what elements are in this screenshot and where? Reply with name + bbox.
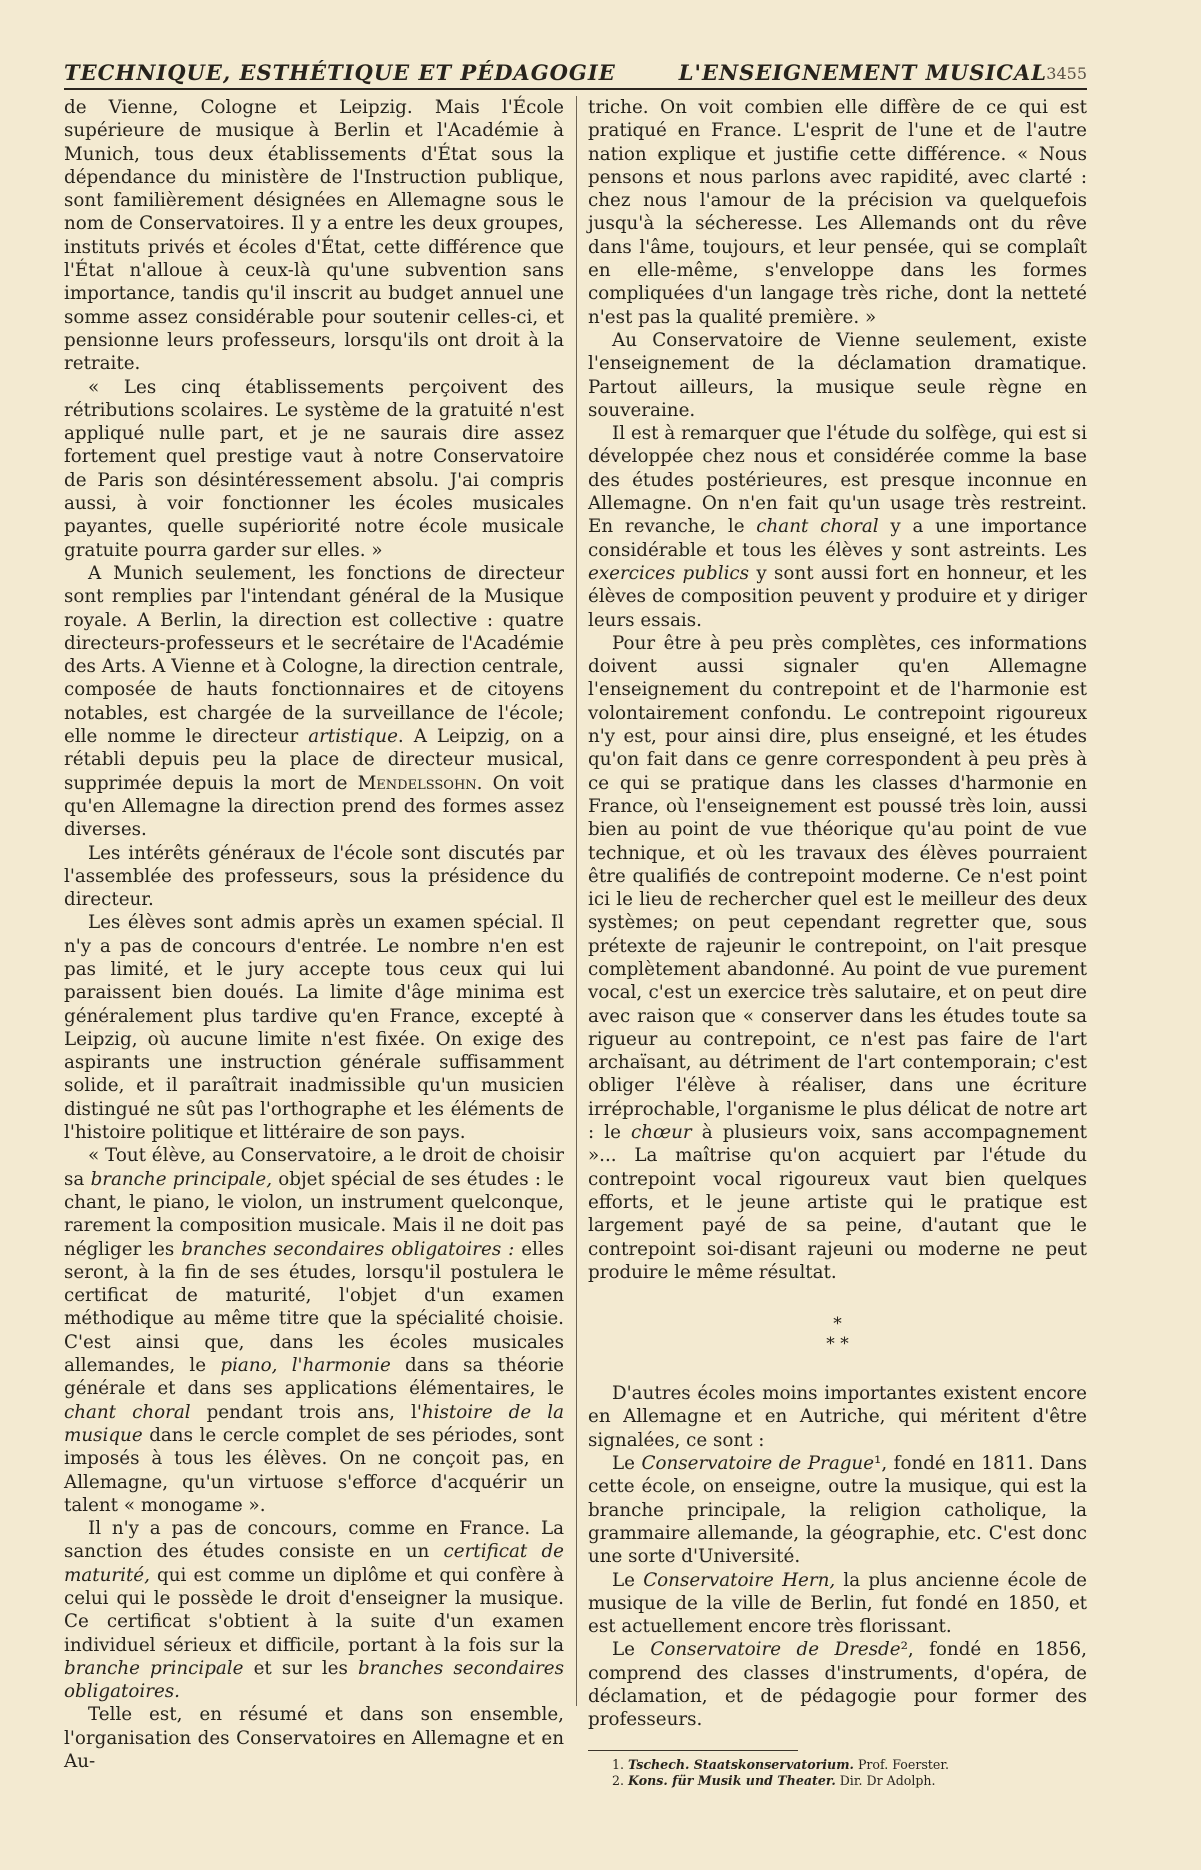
text-run: A Munich seulement, les fonctions de directeur sont remplies par l'intendant général de la Musique royale. A Berlin, la direction est collective : quatre directeurs-professeurs et le secrétaire de l'Académie des Arts. A Vienne et à Cologne, la direction centrale, composée de hauts fonctionnaires et de citoyens notables, est chargée de la surveillance de l'école; elle nomme le directeur — [64, 562, 564, 748]
paragraph: Les élèves sont admis après un examen spécial. Il n'y a pas de concours d'entrée. Le nombre n'en est pas limité, et le jury accepte tous ceux qui lui paraissent bien doués. La limite d'âge minima est généralement plus tardive qu'en France, excepté à Leipzig, où aucune limite n'est fixée. On exige des aspirants une instruction générale suffisamment solide, et il paraîtrait inadmissible qu'un musicien distingué ne sût pas l'orthographe et les éléments de l'histoire politique et littéraire de son pays. — [64, 912, 564, 1144]
italic-term: Conservatoire de Dresde — [650, 1639, 901, 1661]
text-run: Le — [612, 1569, 644, 1591]
page-number: 3455 — [1046, 64, 1087, 83]
text-run: objet spécial de ses études : le chant, le piano, le violon, un instrument quelconque, rarement la composition musicale. Mais il ne doit pas négliger les — [64, 1168, 564, 1260]
text-run: Le — [612, 1639, 651, 1661]
paragraph — [588, 1638, 1087, 1731]
italic-term: exercices publics — [588, 562, 750, 584]
left-column — [64, 96, 564, 1773]
text-run: Il n'y a pas de concours, comme en France. La sanction des études consiste en un — [64, 1518, 564, 1563]
text-run: Le — [612, 1453, 642, 1475]
italic-term: branche principale — [64, 1657, 244, 1679]
italic-term: certificat de maturité, — [64, 1541, 564, 1586]
header-left-title: TECHNIQUE, ESTHÉTIQUE ET PÉDAGOGIE — [64, 60, 616, 85]
text-run: la plus ancienne école de musique de la ville de Berlin, fut fondé en 1850, et est actuellement encore très florissant. — [588, 1569, 1087, 1638]
italic-term: piano, l'harmonie — [220, 1355, 391, 1377]
paragraph — [64, 562, 564, 842]
text-run: . On voit qu'en Allemagne la direction prend des formes assez diverses. — [64, 772, 564, 841]
text-run: dans sa théorie générale et dans ses applications élémentaires, le — [64, 1355, 565, 1400]
italic-term: chant choral — [756, 516, 879, 538]
paragraph: triche. On voit combien elle diffère de ce qui est pratiqué en France. L'esprit de l'une et de l'autre nation explique et justifie cette différence. « Nous pensons et nous parlons avec rapidité, avec clarté : chez nous l'amour de la précision va quelquefois jusqu'à la sécheresse. Les Allemands ont du rêve dans l'âme, toujours, et leur pensée, qui se complaît en elle-même, s'enveloppe dans les formes compliquées d'un langage très riche, dont la netteté n'est pas la qualité première. » — [588, 97, 1087, 328]
footnote-text: Prof. Foerster. — [853, 1756, 949, 1772]
text-run: y sont aussi fort en honneur, et les élèves de composition peuvent y produire et y diriger leurs essais. — [588, 562, 1088, 631]
italic-term: chœur — [631, 1122, 692, 1144]
column-divider — [576, 96, 577, 1706]
text-run: à plusieurs voix, sans accompagnement »... La maîtrise qu'on acquiert par l'étude du contrepoint vocal rigoureux vaut bien quelques efforts, et le jeune artiste qui le pratique est largement payé de sa peine, d'autant que le contrepoint soi-disant rajeuni ou moderne ne peut produire le même résultat. — [588, 1122, 1087, 1283]
italic-term: chant choral — [64, 1401, 191, 1423]
text-run: qui est comme un diplôme et qui confère à celui qui le possède le droit d'enseigner la musique. Ce certificat s'obtient à la suite d'un examen individuel sérieux et difficile, portant à la fois sur la — [64, 1564, 564, 1656]
text-run: . A Leipzig, on a rétabli depuis peu la place de directeur musical, supprimée depuis la mort de — [64, 726, 564, 794]
paragraph: Les intérêts généraux de l'école sont discutés par l'assemblée des professeurs, sous la présidence du directeur. — [64, 842, 564, 911]
composer-name: Mendelssohn — [357, 772, 477, 794]
section-separator: * * * — [826, 1314, 849, 1355]
running-header — [64, 58, 1087, 90]
italic-term: branche principale, — [90, 1168, 273, 1190]
text-run: ¹, fondé en 1811. Dans cette école, on enseigne, outre la musique, qui est la branche principale, la religion catholique, la grammaire allemande, la géographie, etc. C'est donc une sorte d'Université. — [588, 1453, 1087, 1568]
text-run: pendant trois ans, l' — [190, 1401, 422, 1423]
paragraph: Au Conservatoire de Vienne seulement, existe l'enseignement de la déclamation dramatique. Partout ailleurs, la musique seule règne en souveraine. — [588, 329, 1087, 421]
footnote-title: Tschech. Staatskonservatorium. — [628, 1756, 854, 1772]
footnote-rule — [588, 1750, 798, 1751]
footnote-number: 1. — [612, 1756, 625, 1772]
paragraph — [588, 1452, 1087, 1568]
footnote-2 — [588, 1773, 1087, 1789]
paragraph: de Vienne, Cologne et Leipzig. Mais l'École supérieure de musique à Berlin et l'Académie à Munich, tous deux établissements d'État sous la dépendance du ministère de l'Instruction publique, sont familièrement désignées en Allemagne sous le nom de Conservatoires. Il y a entre les deux groupes, instituts privés et écoles d'État, cette différence que l'État n'alloue à ceux-là qu'une subvention sans importance, tandis qu'il inscrit au budget annuel une somme assez considérable pour soutenir celles-ci, et pensionne leurs professeurs, lorsqu'ils ont droit à la retraite. — [64, 97, 564, 375]
text-run: dans le cercle complet de ses périodes, sont imposés à tous les élèves. On ne conçoit pas, en Allemagne, qu'un virtuose s'efforce d'acquérir un talent « monogame ». — [64, 1424, 564, 1516]
header-right-title: L'ENSEIGNEMENT MUSICAL — [678, 60, 1047, 85]
italic-term: branches secondaires obligatoires : — [181, 1238, 515, 1260]
paragraph: D'autres écoles moins importantes existent encore en Allemagne et en Autriche, qui méritent d'être signalées, ce sont : — [588, 1383, 1087, 1451]
italic-term: branches secondaires obligatoires. — [64, 1657, 565, 1703]
text-run: y a une importance considérable et tous les élèves y sont astreints. Les — [588, 516, 1087, 561]
paragraph — [588, 1569, 1087, 1639]
right-column — [588, 96, 1087, 1789]
footnote-title: Kons. für Musik und Theater. — [628, 1772, 836, 1788]
text-run: Pour être à peu près complètes, ces informations doivent aussi signaler qu'en Allemagne l'enseignement du contrepoint et de l'harmonie est volontairement confondu. Le contrepoint rigoureux n'y est, pour ainsi dire, plus enseigné, et les études qu'on fait dans ce genre correspondent à peu près à ce qui se pratique dans les classes d'harmonie en France, où l'enseignement est poussé très loin, aussi bien au point de vue théorique qu'au point de vue technique, et où les travaux des élèves pourraient être qualifiés de contrepoint moderne. Ce n'est point ici le lieu de rechercher quel est le meilleur des deux systèmes; on peut cependant regretter que, sous prétexte de rajeunir le contrepoint, on l'ait presque complètement abandonné. Au point de vue purement vocal, c'est un exercice très salutaire, et on peut dire avec raison que « conserver dans les études toute sa rigueur au contrepoint, ce n'est pas faire de l'art archaïsant, au détriment de l'art contemporain; c'est obliger l'élève à réaliser, dans une écriture irréprochable, l'organisme le plus délicat de notre art : le — [588, 632, 1087, 1144]
text-run: elles seront, à la fin de ses études, lorsqu'il postulera le certificat de maturité, l'objet d'un examen méthodique au même titre que la spécialité choisie. C'est ainsi que, dans les écoles musicales allemandes, le — [64, 1238, 564, 1377]
paragraph — [588, 422, 1087, 632]
text-run: ², fondé en 1856, comprend des classes d'instruments, d'opéra, de déclamation, et de pédagogie pour former des professeurs. — [588, 1639, 1087, 1731]
paragraph: « Les cinq établissements perçoivent des rétributions scolaires. Le système de la gratuité n'est appliqué nulle part, et je ne saurais dire assez fortement quel prestige vaut à notre Conservatoire de Paris son désintéressement absolu. J'ai compris aussi, à voir fonctionner les écoles musicales payantes, quelle supériorité notre école musicale gratuite pourra garder sur elles. » — [64, 376, 564, 561]
footnote-text: Dir. Dr Adolph. — [835, 1772, 936, 1788]
paragraph: Telle est, en résumé et dans son ensemble, l'organisation des Conservatoires en Allemagne et en Au- — [64, 1704, 564, 1773]
italic-term: Conservatoire de Prague — [641, 1453, 875, 1475]
paragraph — [64, 1144, 564, 1517]
paragraph — [588, 632, 1087, 1284]
italic-term: artistique — [308, 726, 398, 748]
italic-term: Conservatoire Hern, — [643, 1569, 836, 1591]
paragraph — [64, 1517, 564, 1703]
text-run: Il est à remarquer que l'étude du solfège, qui est si développée chez nous et considérée comme la base des études postérieures, est presque inconnue en Allemagne. On n'en fait qu'un usage très restreint. En revanche, le — [588, 423, 1087, 538]
text-run: et sur les — [243, 1657, 358, 1679]
text-run: « Tout élève, au Conservatoire, a le droit de choisir sa — [64, 1145, 564, 1190]
italic-term: histoire de la musique — [64, 1401, 564, 1446]
footnote-1 — [588, 1757, 1087, 1773]
footnote-number: 2. — [612, 1772, 625, 1788]
